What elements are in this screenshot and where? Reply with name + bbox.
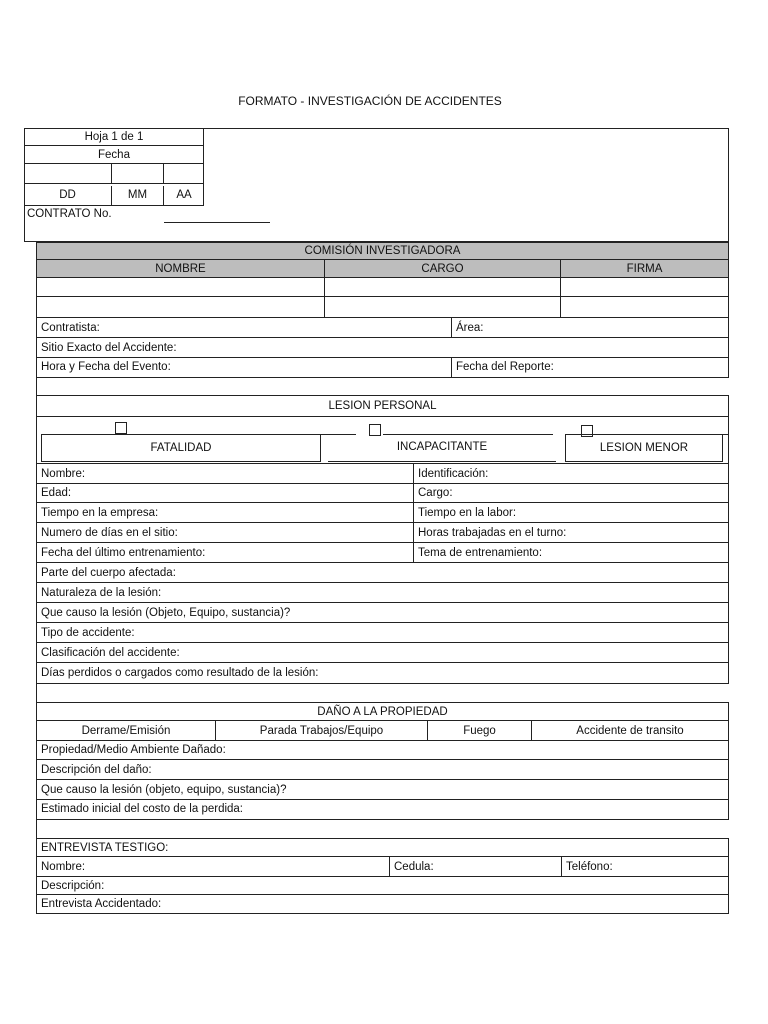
lesion-menor-option[interactable]: LESION MENOR — [565, 434, 723, 462]
sheet-label: Hoja 1 de 1 — [24, 128, 204, 146]
nombre-field[interactable]: Nombre: — [37, 464, 414, 484]
edad-field[interactable]: Edad: — [37, 484, 414, 503]
que-causo-dano-field[interactable]: Que causo la lesión (objeto, equipo, sustancia)? — [37, 780, 728, 800]
contract-label: CONTRATO No. — [27, 208, 112, 220]
day-label: DD — [24, 186, 112, 206]
hora-fecha-field[interactable]: Hora y Fecha del Evento: — [37, 358, 452, 377]
testigo-nombre-field[interactable]: Nombre: — [37, 857, 390, 877]
tipo-accidente-field[interactable]: Tipo de accidente: — [37, 623, 728, 643]
area-field[interactable]: Área: — [452, 318, 728, 338]
naturaleza-field[interactable]: Naturaleza de la lesión: — [37, 583, 728, 603]
col-cargo: CARGO — [325, 260, 561, 278]
tiempo-labor-field[interactable]: Tiempo en la labor: — [414, 503, 728, 523]
incapacitante-option[interactable]: INCAPACITANTE — [328, 434, 556, 462]
entrevista-title: ENTREVISTA TESTIGO: — [37, 839, 728, 857]
page-title: FORMATO - INVESTIGACIÓN DE ACCIDENTES — [238, 94, 502, 108]
fuego-option[interactable]: Fuego — [428, 721, 532, 741]
member-1-signature-input[interactable] — [561, 278, 728, 297]
contract-number-field[interactable] — [164, 222, 270, 223]
col-nombre: NOMBRE — [37, 260, 325, 278]
member-1-role-input[interactable] — [325, 278, 561, 297]
dano-title: DAÑO A LA PROPIEDAD — [37, 703, 728, 721]
year-label: AA — [176, 189, 192, 201]
date-label: Fecha — [24, 146, 204, 164]
tiempo-empresa-field[interactable]: Tiempo en la empresa: — [37, 503, 414, 523]
derrame-option[interactable]: Derrame/Emisión — [37, 721, 216, 741]
dias-sitio-field[interactable]: Numero de días en el sitio: — [37, 523, 414, 543]
cargo-field[interactable]: Cargo: — [414, 484, 728, 503]
fecha-reporte-field[interactable]: Fecha del Reporte: — [456, 361, 554, 373]
col-firma: FIRMA — [561, 260, 728, 278]
day-input[interactable] — [24, 164, 112, 184]
transito-option[interactable]: Accidente de transito — [532, 721, 728, 741]
parte-cuerpo-field[interactable]: Parte del cuerpo afectada: — [37, 563, 728, 583]
identificacion-field[interactable]: Identificación: — [414, 464, 728, 484]
horas-turno-field[interactable]: Horas trabajadas en el turno: — [414, 523, 728, 543]
contratista-field[interactable]: Contratista: — [37, 318, 452, 338]
que-causo-field[interactable]: Que causo la lesión (Objeto, Equipo, sustancia)? — [37, 603, 728, 623]
entrevista-accidentado-field[interactable]: Entrevista Accidentado: — [41, 898, 162, 910]
member-2-signature-input[interactable] — [561, 297, 728, 318]
fecha-entrenamiento-field[interactable]: Fecha del último entrenamiento: — [37, 543, 414, 563]
clasificacion-field[interactable]: Clasificación del accidente: — [37, 643, 728, 663]
member-1-name-input[interactable] — [37, 278, 325, 297]
testigo-telefono-field[interactable]: Teléfono: — [562, 857, 728, 877]
testigo-cedula-field[interactable]: Cedula: — [390, 857, 562, 877]
year-input[interactable] — [164, 164, 204, 184]
fatalidad-option[interactable]: FATALIDAD — [41, 434, 321, 462]
comision-title: COMISIÓN INVESTIGADORA — [37, 243, 728, 260]
tema-entrenamiento-field[interactable]: Tema de entrenamiento: — [414, 543, 728, 563]
month-input[interactable] — [112, 164, 164, 184]
estimado-costo-field[interactable]: Estimado inicial del costo de la perdida: — [41, 803, 244, 815]
month-label: MM — [112, 186, 164, 206]
testigo-descripcion-field[interactable]: Descripción: — [37, 877, 728, 895]
member-2-role-input[interactable] — [325, 297, 561, 318]
dias-perdidos-field[interactable]: Días perdidos o cargados como resultado de la lesión: — [41, 667, 319, 679]
fatalidad-checkbox[interactable] — [115, 422, 127, 434]
sitio-field[interactable]: Sitio Exacto del Accidente: — [37, 338, 728, 358]
descripcion-dano-field[interactable]: Descripción del daño: — [37, 760, 728, 780]
lesion-title: LESION PERSONAL — [37, 396, 728, 417]
member-2-name-input[interactable] — [37, 297, 325, 318]
parada-option[interactable]: Parada Trabajos/Equipo — [216, 721, 428, 741]
propiedad-field[interactable]: Propiedad/Medio Ambiente Dañado: — [37, 741, 728, 760]
